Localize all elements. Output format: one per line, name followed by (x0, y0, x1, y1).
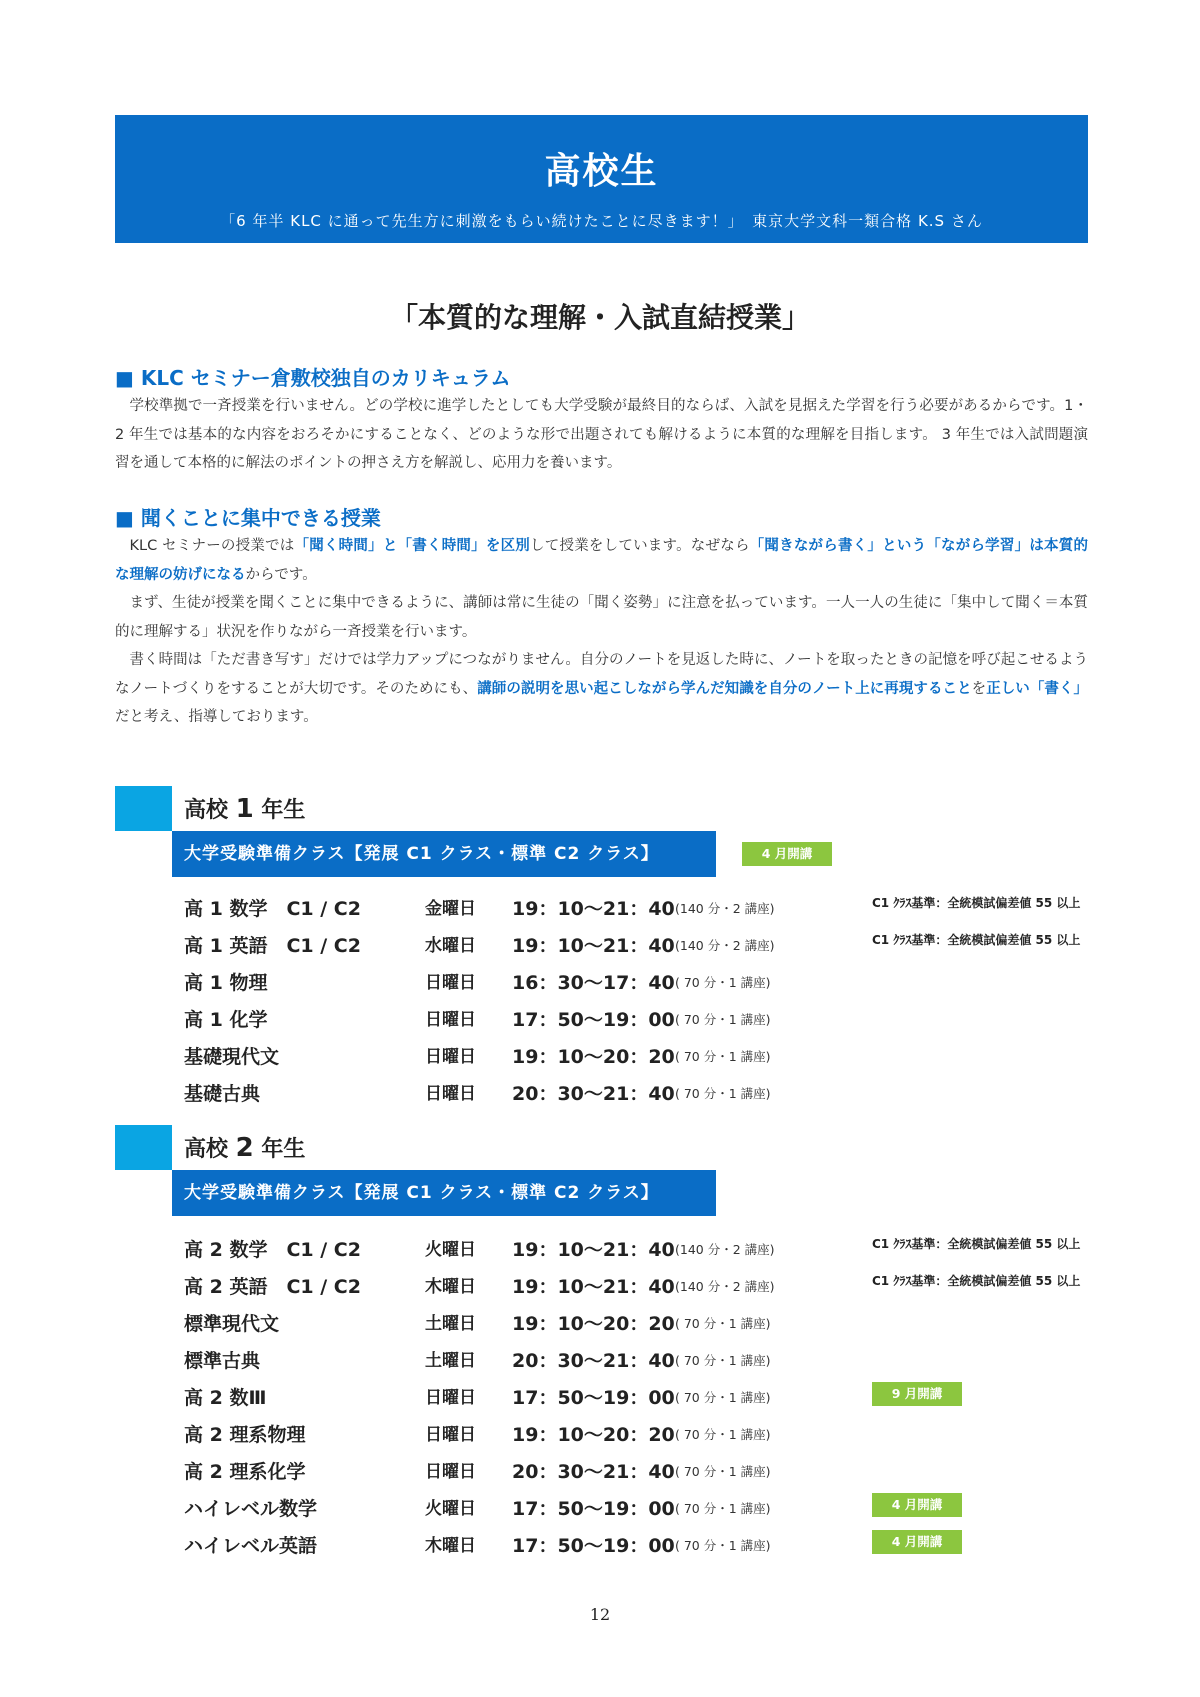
course-day: 水曜日 (425, 936, 476, 956)
course-time: 19：10〜21：40 (512, 935, 675, 957)
course-duration: ( 70 分・1 講座) (675, 1316, 771, 1331)
grade1-square-marker (115, 786, 172, 831)
section2-paragraphs (115, 532, 1088, 732)
course-day: 土曜日 (425, 1314, 476, 1334)
title-part: 高校 (184, 1137, 236, 1162)
schedule-row (0, 931, 1200, 965)
course-name: 高 1 数学 C1 / C2 (184, 898, 361, 920)
schedule-row (0, 1079, 1200, 1113)
schedule-row (0, 894, 1200, 928)
schedule-row (0, 1420, 1200, 1454)
course-name: 高 2 理系物理 (184, 1424, 306, 1446)
course-duration: ( 70 分・1 講座) (675, 1012, 771, 1027)
section2-p2: まず、生徒が授業を聞くことに集中できるように、講師は常に生徒の「聞く姿勢」に注意を払っています。一人一人の生徒に「集中して聞く＝本質的に理解する」状況を作りながら一斉授業を行います。 (115, 595, 1088, 640)
course-time: 17：50〜19：00 (512, 1387, 675, 1409)
schedule-row (0, 1309, 1200, 1343)
highlight-text: 「聞きながら書く」という「ながら学習」は本質的な理解の妨げになる (115, 538, 1088, 583)
course-name: 高 2 英語 C1 / C2 (184, 1276, 361, 1298)
course-time: 20：30〜21：40 (512, 1461, 675, 1483)
section1-text: 学校準拠で一斉授業を行いません。どの学校に進学したとしても大学受験が最終目的ならば、入試を見据えた学習を行う必要があるからです。1・2 年生では基本的な内容をおろそかにすることなく、どのような形で出題されても解けるように本質的な理解を目指します。 3 年生では入試問題演習を通して本格的に解法のポイントの押さえ方を解説し、応用力を養います。 (115, 398, 1088, 471)
title-part: 年生 (253, 798, 306, 823)
class-criteria-note: C1 ｸﾗｽ基準：全統模試偏差値 55 以上 (872, 933, 1081, 947)
text-run: KLC セミナーの授業では (129, 538, 295, 554)
course-duration: ( 70 分・1 講座) (675, 1390, 771, 1405)
text-run: だと考え、指導しております。 (115, 709, 318, 725)
course-time: 19：10〜20：20 (512, 1046, 675, 1068)
course-name: 標準現代文 (184, 1313, 280, 1335)
course-time: 16：30〜17：40 (512, 972, 675, 994)
highlight-text: 正しい「書く」 (986, 680, 1089, 697)
grade2-title (184, 1132, 305, 1163)
course-duration: (140 分・2 講座) (675, 901, 775, 916)
course-name: 基礎現代文 (184, 1046, 280, 1068)
course-day: 土曜日 (425, 1351, 476, 1371)
course-day: 火曜日 (425, 1240, 476, 1260)
course-duration: (140 分・2 講座) (675, 1242, 775, 1257)
course-duration: ( 70 分・1 講座) (675, 975, 771, 990)
section1-paragraph (115, 392, 1088, 478)
header-quote: 「6 年半 KLC に通って先生方に刺激をもらい続けたことに尽きます！」 東京大学文科一類合格 K.S さん (220, 212, 983, 230)
course-time: 20：30〜21：40 (512, 1350, 675, 1372)
grade1-class-bar: 大学受験準備クラス【発展 C1 クラス・標準 C2 クラス】 (172, 831, 716, 877)
course-day: 日曜日 (425, 1462, 476, 1482)
course-time: 17：50〜19：00 (512, 1009, 675, 1031)
schedule-row (0, 1494, 1200, 1528)
course-day: 日曜日 (425, 1047, 476, 1067)
course-name: 高 1 英語 C1 / C2 (184, 935, 361, 957)
course-day: 日曜日 (425, 1084, 476, 1104)
schedule-row (0, 1272, 1200, 1306)
course-duration: ( 70 分・1 講座) (675, 1538, 771, 1553)
title-part: 年生 (253, 1137, 306, 1162)
section1-heading: ■ KLC セミナー倉敷校独自のカリキュラム (115, 366, 511, 390)
schedule-row (0, 1457, 1200, 1491)
class-criteria-note: C1 ｸﾗｽ基準：全統模試偏差値 55 以上 (872, 1237, 1081, 1251)
schedule-row (0, 1042, 1200, 1076)
course-duration: ( 70 分・1 講座) (675, 1464, 771, 1479)
grade1-title (184, 793, 305, 824)
course-time: 19：10〜21：40 (512, 1276, 675, 1298)
course-name: 高 2 数Ⅲ (184, 1387, 267, 1409)
start-month-badge: 4 月開講 (872, 1493, 962, 1517)
course-duration: ( 70 分・1 講座) (675, 1086, 771, 1101)
section2-heading: ■ 聞くことに集中できる授業 (115, 506, 381, 530)
course-name: 高 2 数学 C1 / C2 (184, 1239, 361, 1261)
course-time: 20：30〜21：40 (512, 1083, 675, 1105)
grade2-square-marker (115, 1125, 172, 1170)
text-run: 書く時間は「ただ書き写す」だけでは学力アップにつながりません。自分のノートを見返した時に、ノートを取ったときの記憶を呼び起こせるようなノートづくりをすることが大切です。そのためにも、 (115, 652, 1088, 697)
course-duration: ( 70 分・1 講座) (675, 1427, 771, 1442)
course-name: ハイレベル英語 (184, 1535, 318, 1557)
schedule-row (0, 968, 1200, 1002)
grade2-class-bar: 大学受験準備クラス【発展 C1 クラス・標準 C2 クラス】 (172, 1170, 716, 1216)
start-month-badge: 9 月開講 (872, 1382, 962, 1406)
schedule-row (0, 1005, 1200, 1039)
page-number: 12 (589, 1605, 611, 1624)
course-day: 日曜日 (425, 1388, 476, 1408)
course-duration: ( 70 分・1 講座) (675, 1353, 771, 1368)
course-duration: (140 分・2 講座) (675, 938, 775, 953)
main-title: 「本質的な理解・入試直結授業」 (389, 301, 810, 334)
text-run: して授業をしています。なぜなら (530, 538, 750, 554)
schedule-row (0, 1235, 1200, 1269)
course-time: 19：10〜21：40 (512, 898, 675, 920)
schedule-row (0, 1531, 1200, 1565)
course-name: 高 2 理系化学 (184, 1461, 306, 1483)
schedule-row (0, 1346, 1200, 1380)
course-day: 火曜日 (425, 1499, 476, 1519)
course-time: 17：50〜19：00 (512, 1498, 675, 1520)
course-day: 日曜日 (425, 1010, 476, 1030)
title-number: 1 (235, 794, 254, 824)
course-time: 17：50〜19：00 (512, 1535, 675, 1557)
title-number: 2 (235, 1133, 254, 1163)
course-day: 金曜日 (425, 899, 476, 919)
course-time: 19：10〜21：40 (512, 1239, 675, 1261)
header-title: 高校生 (544, 151, 659, 192)
class-criteria-note: C1 ｸﾗｽ基準：全統模試偏差値 55 以上 (872, 896, 1081, 910)
course-name: 高 1 物理 (184, 972, 268, 994)
course-day: 日曜日 (425, 973, 476, 993)
course-time: 19：10〜20：20 (512, 1313, 675, 1335)
course-name: 基礎古典 (184, 1083, 261, 1105)
class-criteria-note: C1 ｸﾗｽ基準：全統模試偏差値 55 以上 (872, 1274, 1081, 1288)
course-name: 標準古典 (184, 1350, 261, 1372)
text-run: からです。 (245, 566, 317, 583)
schedule-row (0, 1383, 1200, 1417)
course-name: ハイレベル数学 (184, 1498, 318, 1520)
start-month-badge: 4 月開講 (872, 1530, 962, 1554)
title-part: 高校 (184, 798, 236, 823)
course-time: 19：10〜20：20 (512, 1424, 675, 1446)
course-name: 高 1 化学 (184, 1009, 268, 1031)
course-day: 日曜日 (425, 1425, 476, 1445)
section2-p3 (115, 646, 1088, 732)
text-run: を (971, 680, 987, 697)
highlight-text: 講師の説明を思い起こしながら学んだ知識を自分のノート上に再現すること (477, 680, 972, 697)
highlight-text: 「聞く時間」と「書く時間」を区別 (294, 538, 531, 554)
grade1-start-badge: 4 月開講 (742, 842, 832, 866)
course-day: 木曜日 (425, 1277, 476, 1297)
header-banner (115, 115, 1088, 243)
section2-p1 (115, 532, 1088, 589)
course-duration: ( 70 分・1 講座) (675, 1501, 771, 1516)
course-duration: (140 分・2 講座) (675, 1279, 775, 1294)
course-day: 木曜日 (425, 1536, 476, 1556)
course-duration: ( 70 分・1 講座) (675, 1049, 771, 1064)
